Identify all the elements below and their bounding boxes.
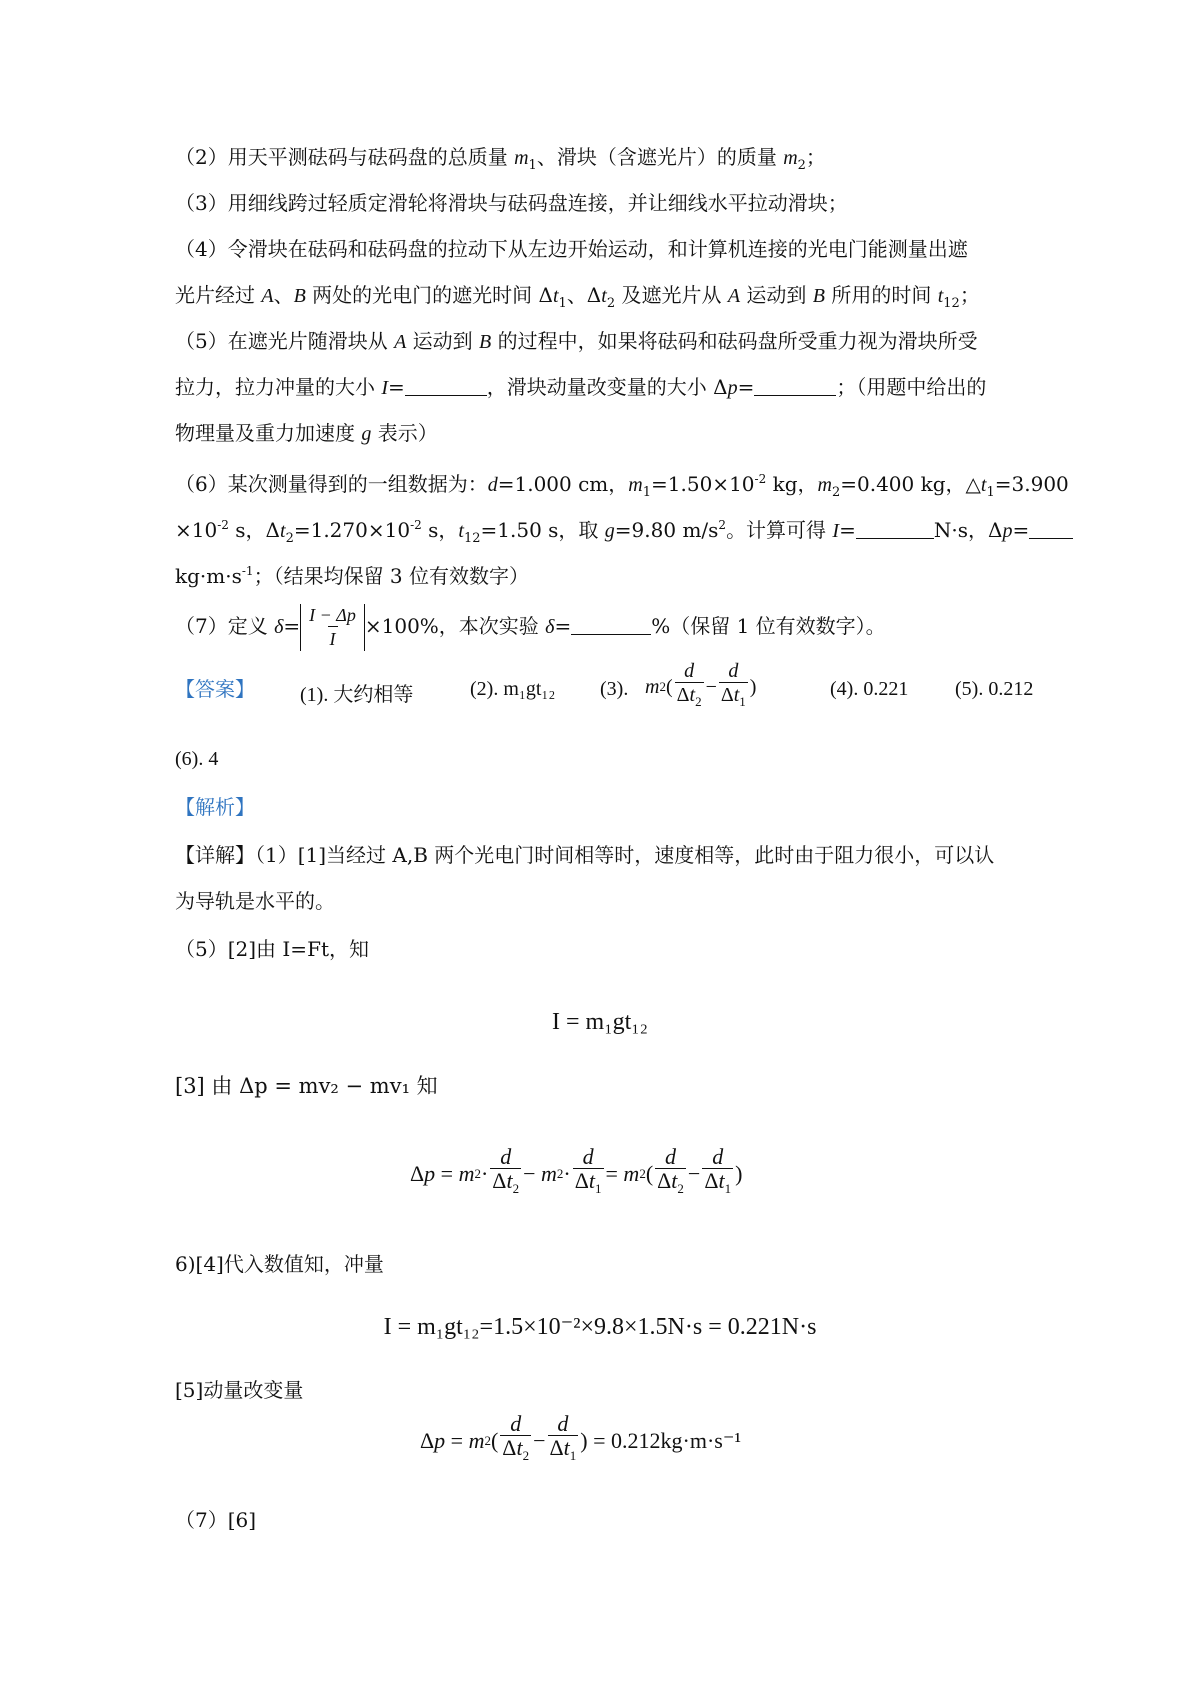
- answer-2: (2). m₁gt₁₂: [470, 678, 556, 700]
- step-7: （7）定义 δ= $\frac{I - \Delta p}{I}$ ×100%，本次实验 δ= %（保留 1 位有效数字）。: [175, 605, 886, 649]
- step-5-line-3: 物理量及重力加速度 g 表示）: [175, 421, 438, 445]
- delta-blank: [571, 614, 651, 635]
- step-6-line-2: $\times 10^{-2}$ s，$\Delta t_2=1.270\times 10^{-2}$ s，$t_{12}=1.50$ s，取 g=9.80 $m/s^2$。计算可得 I= N·s，Δp=: [175, 511, 1073, 553]
- step-6-line-3: $kg\cdot m\cdot s^{-1}$；（结果均保留 3 位有效数字）: [175, 564, 530, 588]
- step-3: （3）用细线跨过轻质定滑轮将滑块与砝码盘连接，并让细线水平拉动滑块；: [175, 191, 848, 215]
- step-2: （2）用天平测砝码与砝码盘的总质量 $m_1$、滑块（含遮光片）的质量 $m_2$；: [175, 145, 826, 173]
- analysis-label: 【解析】: [175, 795, 255, 819]
- answer-4: (4). 0.221: [830, 678, 909, 700]
- step-4-line-2: 光片经过 A、B 两处的光电门的遮光时间 $\Delta t_1$、$\Delta t_2$ 及遮光片从 A 运动到 B 所用的时间 $t_{12}$；: [175, 283, 980, 311]
- formula-impulse: I = m₁gt₁₂: [552, 1009, 648, 1035]
- formula-momentum-change: Δp = m 2 · $\frac{d}{\Delta t_2}$ − m 2 · $\frac{d}{\Delta t_1}$ = m 2 ( $\frac{d}{\Delta t_2}$ − $\frac{d}{\Delta t_1}$ ): [410, 1146, 742, 1201]
- momentum-value-blank: [1029, 518, 1073, 539]
- formula-impulse-value: I = m₁gt₁₂=1.5×10⁻²×9.8×1.5N·s = 0.221N·s: [383, 1314, 817, 1340]
- detail-line-7: （7）[6]: [175, 1508, 257, 1532]
- answer-3-formula: m 2 ( $\frac{d}{\Delta t_2}$ − $\frac{d}{\Delta t_1}$ ): [645, 660, 756, 714]
- detail-line-5: （5）[2]由 I=Ft，知: [175, 937, 369, 961]
- impulse-blank: [405, 375, 487, 396]
- step-5-line-2: 拉力，拉力冲量的大小 I= ，滑块动量改变量的大小 Δp= ；（用题中给出的: [175, 375, 987, 399]
- step-5-line-1: （5）在遮光片随滑块从 A 运动到 B 的过程中，如果将砝码和砝码盘所受重力视为滑块所受: [175, 329, 978, 353]
- impulse-value-blank: [856, 518, 934, 539]
- step-4-line-1: （4）令滑块在砝码和砝码盘的拉动下从左边开始运动，和计算机连接的光电门能测量出遮: [175, 237, 968, 261]
- detail-line-6: 6)[4]代入数值知，冲量: [175, 1252, 384, 1276]
- formula-momentum-value: Δp = m 2 ( $\frac{d}{\Delta t_2}$ − $\frac{d}{\Delta t_1}$ ) = 0.212kg·m·s⁻¹: [420, 1413, 741, 1468]
- detail-line-5b: [5]动量改变量: [175, 1378, 304, 1402]
- answer-label: 【答案】: [175, 677, 255, 701]
- detail-line-2: 为导轨是水平的。: [175, 889, 335, 913]
- momentum-blank: [754, 375, 836, 396]
- answer-5: (5). 0.212: [955, 678, 1034, 700]
- answer-6: (6). 4: [175, 748, 219, 770]
- detail-line-1: 【详解】（1）[1]当经过 A,B 两个光电门时间相等时，速度相等，此时由于阻力很小，可以认: [175, 843, 995, 867]
- abs-fraction: $\frac{I - \Delta p}{I}$: [300, 604, 365, 651]
- answer-1: (1). 大约相等: [300, 684, 414, 706]
- answer-3-label: (3).: [600, 678, 629, 700]
- step-6-line-1: （6）某次测量得到的一组数据为：d=1.000 cm，$m_1=1.50\times 10^{-2}$ kg，$m_2=0.400$ kg，$\triangle t_1=3.900$: [175, 472, 1069, 500]
- detail-line-3: [3] 由 Δp = mv₂ − mv₁ 知: [175, 1074, 438, 1098]
